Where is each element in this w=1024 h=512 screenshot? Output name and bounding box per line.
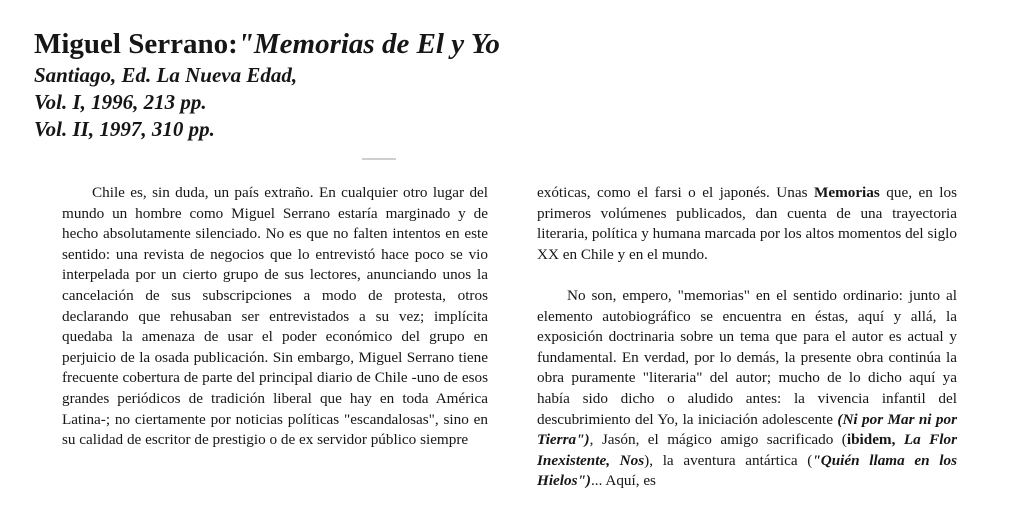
text-run: ), la aventura antártica (: [644, 451, 813, 469]
publisher-line: Santiago, Ed. La Nueva Edad,: [34, 63, 298, 87]
bold-memorias: Memorias: [814, 184, 880, 201]
volume-1-line: Vol. I, 1996, 213 pp.: [34, 90, 207, 114]
right-paragraph-2: [537, 286, 957, 492]
review-title: [34, 26, 500, 62]
bold-ibidem: ibidem: [846, 431, 892, 449]
text-run: exóticas, como el farsi o el japonés. Unas: [537, 184, 814, 201]
work-title: "Memorias de El y Yo: [237, 28, 500, 60]
right-paragraph-1: [537, 183, 957, 265]
book-title-quien-llama: "Quién llama en los Hielos"): [537, 451, 957, 490]
text-run: No son, empero, "memorias" en el sentido ordinario: junto al elemento autobiográfico se encuentra en éstas, aquí y allá, la exposición doctrinaria sobre un tema que para el autor es actual y fundamental. En verdad, por lo demás, la presente obra continúa la obra puramente "literaria" del autor; mucho de lo dicho aquí ya había sido dicho o aludido antes: la vivencia infantil del descubrimiento del Yo, la iniciación adolescente: [537, 286, 957, 428]
right-column: [537, 183, 957, 492]
print-smudge: [362, 158, 396, 160]
text-run: ... Aquí, es: [591, 472, 656, 490]
volume-2-line: Vol. II, 1997, 310 pp.: [34, 117, 215, 141]
text-run: que, en los primeros volúmenes publicados, dan cuenta de una trayectoria literaria, política y humana marcada por los altos momentos del siglo XX en Chile y en el mundo.: [537, 184, 957, 263]
article-heading: [34, 26, 500, 143]
book-title-ni-por-mar: (Ni por Mar ni por Tierra"): [537, 410, 957, 449]
text-run: ,: [891, 431, 904, 449]
author-name: Miguel Serrano:: [34, 28, 238, 60]
book-title-flor-inexistente: La Flor Inexistente, Nos: [537, 431, 958, 469]
left-column: [62, 183, 488, 451]
text-run: , Jasón, el mágico amigo sacrificado (: [589, 431, 847, 449]
left-paragraph-1: Chile es, sin duda, un país extraño. En cualquier otro lugar del mundo un hombre como Miguel Serrano estaría marginado y de hecho absolutamente silenciado. No es que no falten intentos en este sentido: una revista de negocios que lo entrevistó hace poco se vio interpelada por un cierto grupo de sus lectores, anunciando unos la cancelación de sus subscripciones a modo de protesta, otros declarando que rehusaban ser entrevistados a su vez; implícita quedaba la amenaza de usar el poder económico del grupo en perjuicio de la osada publicación. Sin embargo, Miguel Serrano tiene frecuente cobertura de parte del principal diario de Chile -uno de esos grandes periódicos de tradición liberal que hay en toda América Latina-; no ciertamente por noticias políticas "escandalosas", sino en su calidad de escritor de prestigio o de ex servidor público siempre: [62, 184, 488, 449]
